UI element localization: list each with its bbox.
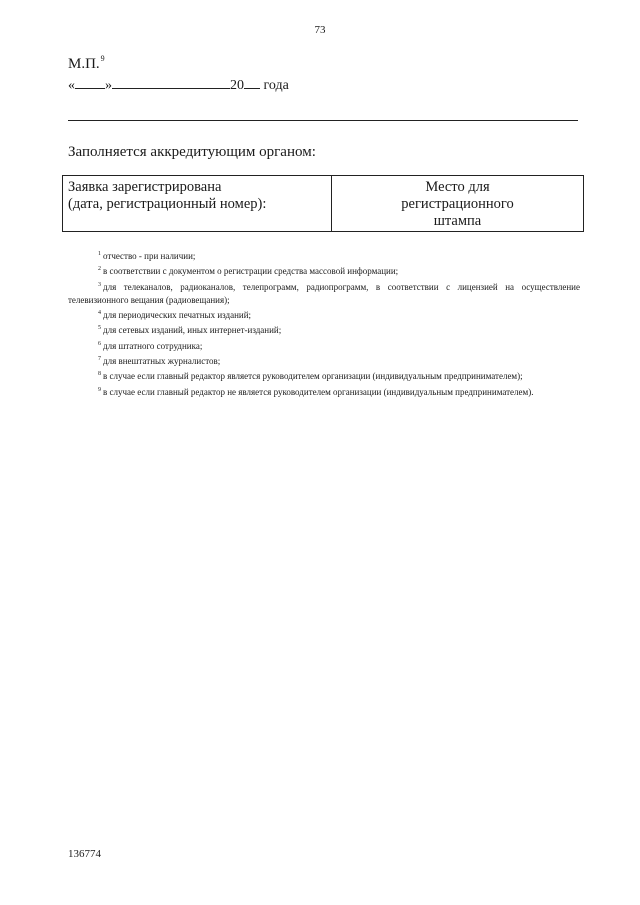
footnote-number: 5: [98, 325, 101, 332]
footnote-number: 4: [98, 310, 101, 317]
footnote-number: 7: [98, 356, 101, 363]
stamp-cell-line: регистрационного: [401, 196, 514, 212]
footnote-number: 2: [98, 266, 101, 273]
year-suffix: года: [263, 78, 289, 93]
registration-cell: [63, 176, 332, 232]
footnote: [68, 307, 580, 322]
month-blank: [112, 76, 230, 89]
footnote: [68, 368, 580, 383]
footnote-text: для внештатных журналистов;: [103, 356, 221, 367]
registration-sublabel: (дата, регистрационный номер):: [68, 196, 267, 212]
stamp-cell-line: штампа: [433, 213, 482, 229]
stamp-cell-line: Место для: [425, 179, 490, 195]
year-blank: [244, 76, 260, 89]
footnote: [68, 353, 580, 368]
day-blank: [75, 76, 105, 89]
footnotes: [68, 248, 580, 399]
footnote-number: 3: [98, 281, 101, 288]
footnote-ref: 9: [100, 54, 105, 63]
footnote-text: для телеканалов, радиоканалов, телепрограмм, радиопрограмм, в соответствии с лицензией на осуществление телевизионного вещания (радиовещания);: [68, 281, 580, 305]
footnote: [68, 384, 580, 399]
footnote: [68, 322, 580, 337]
footnote-number: 8: [98, 371, 101, 378]
footnote-text: для сетевых изданий, иных интернет-изданий;: [103, 325, 282, 336]
page-number: 73: [314, 24, 326, 36]
signature-line: [68, 120, 578, 121]
footnote-text: отчество - при наличии;: [103, 251, 196, 261]
footnote-number: 6: [98, 340, 101, 347]
table-row: [63, 176, 584, 232]
footnote-text: для периодических печатных изданий;: [103, 310, 252, 321]
open-quote: «: [68, 78, 75, 93]
stamp-place-label: [68, 54, 105, 73]
stamp-cell: [332, 176, 584, 232]
year-prefix: 20: [230, 78, 244, 93]
stamp-place-text: М.П.: [68, 56, 100, 72]
footnote-text: в случае если главный редактор не является руководителем организации (индивидуальным предпринимателем).: [103, 386, 534, 397]
footnote: [68, 248, 580, 263]
footnote-number: 1: [98, 251, 101, 257]
date-line: [68, 76, 289, 94]
registration-table: [62, 175, 584, 232]
document-code: 136774: [68, 848, 101, 860]
close-quote: »: [105, 78, 112, 93]
footnote: [68, 279, 580, 308]
filled-by-heading: Заполняется аккредитующим органом:: [68, 144, 316, 160]
registration-label: Заявка зарегистрирована: [68, 179, 222, 195]
footnote-text: для штатного сотрудника;: [103, 340, 203, 351]
footnote-text: в соответствии с документом о регистрации средства массовой информации;: [103, 266, 399, 277]
footnote-text: в случае если главный редактор является руководителем организации (индивидуальным предпринимателем);: [103, 371, 523, 382]
footnote-number: 9: [98, 386, 101, 393]
footnote: [68, 263, 580, 278]
footnote: [68, 338, 580, 353]
